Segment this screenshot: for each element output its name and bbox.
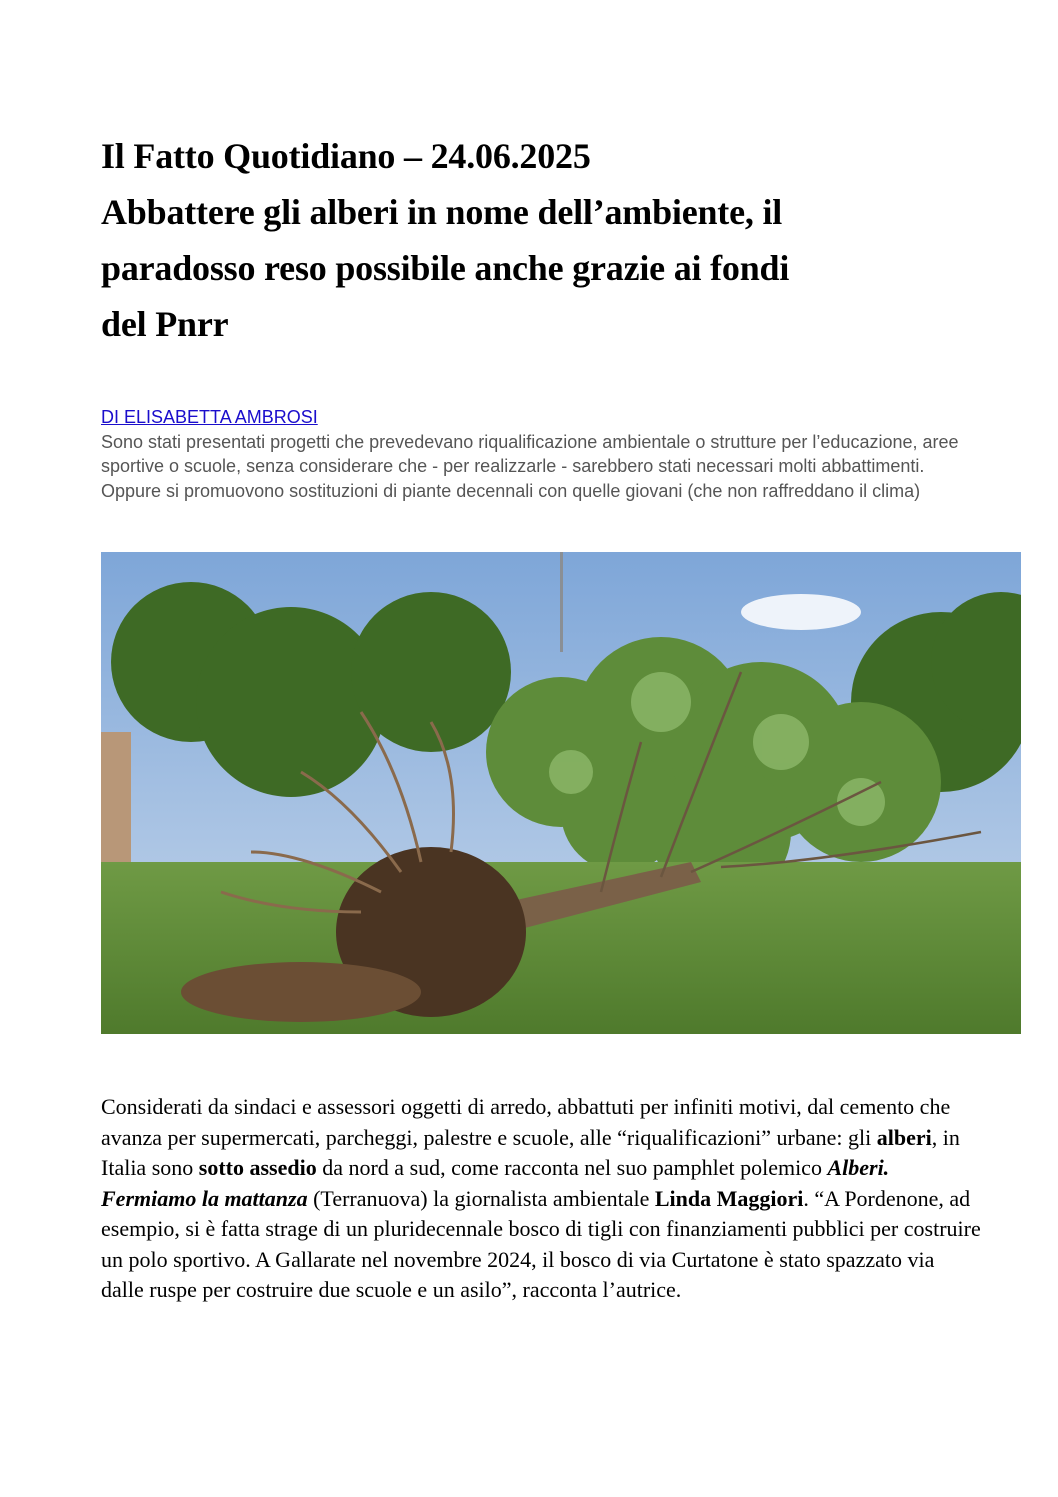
article-body-paragraph: [101, 1092, 981, 1306]
body-text-segment: Considerati da sindaci e assessori oggetti di arredo, abbattuti per infiniti motivi, dal cemento che avanza per supermercati, parcheggi, palestre e scuole, alle “riqualificazioni” urbane: gli: [101, 1094, 951, 1150]
body-text-segment: . “A Pordenone, ad esempio, si è fatta strage di un pluridecennale bosco di tigli con finanziamenti pubblici per costruire un polo sportivo. A Gallarate nel novembre 2024, il bosco di via Curtatone è stato spazzato via dalle ruspe per costruire due scuole e un asilo”, racconta l’autrice.: [101, 1185, 981, 1302]
emphasis-sotto-assedio: sotto assedio: [198, 1155, 317, 1180]
body-text-segment: (Terranuova) la giornalista ambientale: [307, 1185, 655, 1211]
journalist-name: Linda Maggiori: [654, 1185, 804, 1211]
body-text-segment: , in Italia sono: [101, 1124, 960, 1180]
article-summary: Sono stati presentati progetti che prevedevano riqualificazione ambientale o strutture per l’educazione, aree sportive o scuole, senza considerare che - per realizzarle - sarebbero stati necessari molti abbattimenti. Oppure si promuovono sostituzioni di piante decennali con quelle giovani (che non raffreddano il clima): [101, 432, 959, 501]
page-title: [101, 128, 1001, 352]
soil-mound: [181, 962, 421, 1022]
fallen-tree-photo: [101, 552, 1021, 1034]
photo-illustration: [101, 552, 1021, 1034]
emphasis-alberi: alberi: [876, 1124, 932, 1150]
lamp-post: [560, 552, 563, 652]
title-line-4: del Pnrr: [101, 304, 229, 344]
title-line-3: paradosso reso possibile anche grazie ai fondi: [101, 248, 790, 288]
author-link[interactable]: DI ELISABETTA AMBROSI: [101, 407, 318, 427]
title-line-2: Abbattere gli alberi in nome dell’ambiente, il: [101, 192, 783, 232]
title-line-source: Il Fatto Quotidiano – 24.06.2025: [101, 136, 591, 176]
cloud: [741, 594, 861, 630]
body-text-segment: da nord a sud, come racconta nel suo pamphlet polemico: [316, 1155, 828, 1180]
article-header: [101, 128, 1001, 352]
book-title: Alberi. Fermiamo la mattanza: [101, 1155, 890, 1211]
building: [101, 732, 131, 872]
